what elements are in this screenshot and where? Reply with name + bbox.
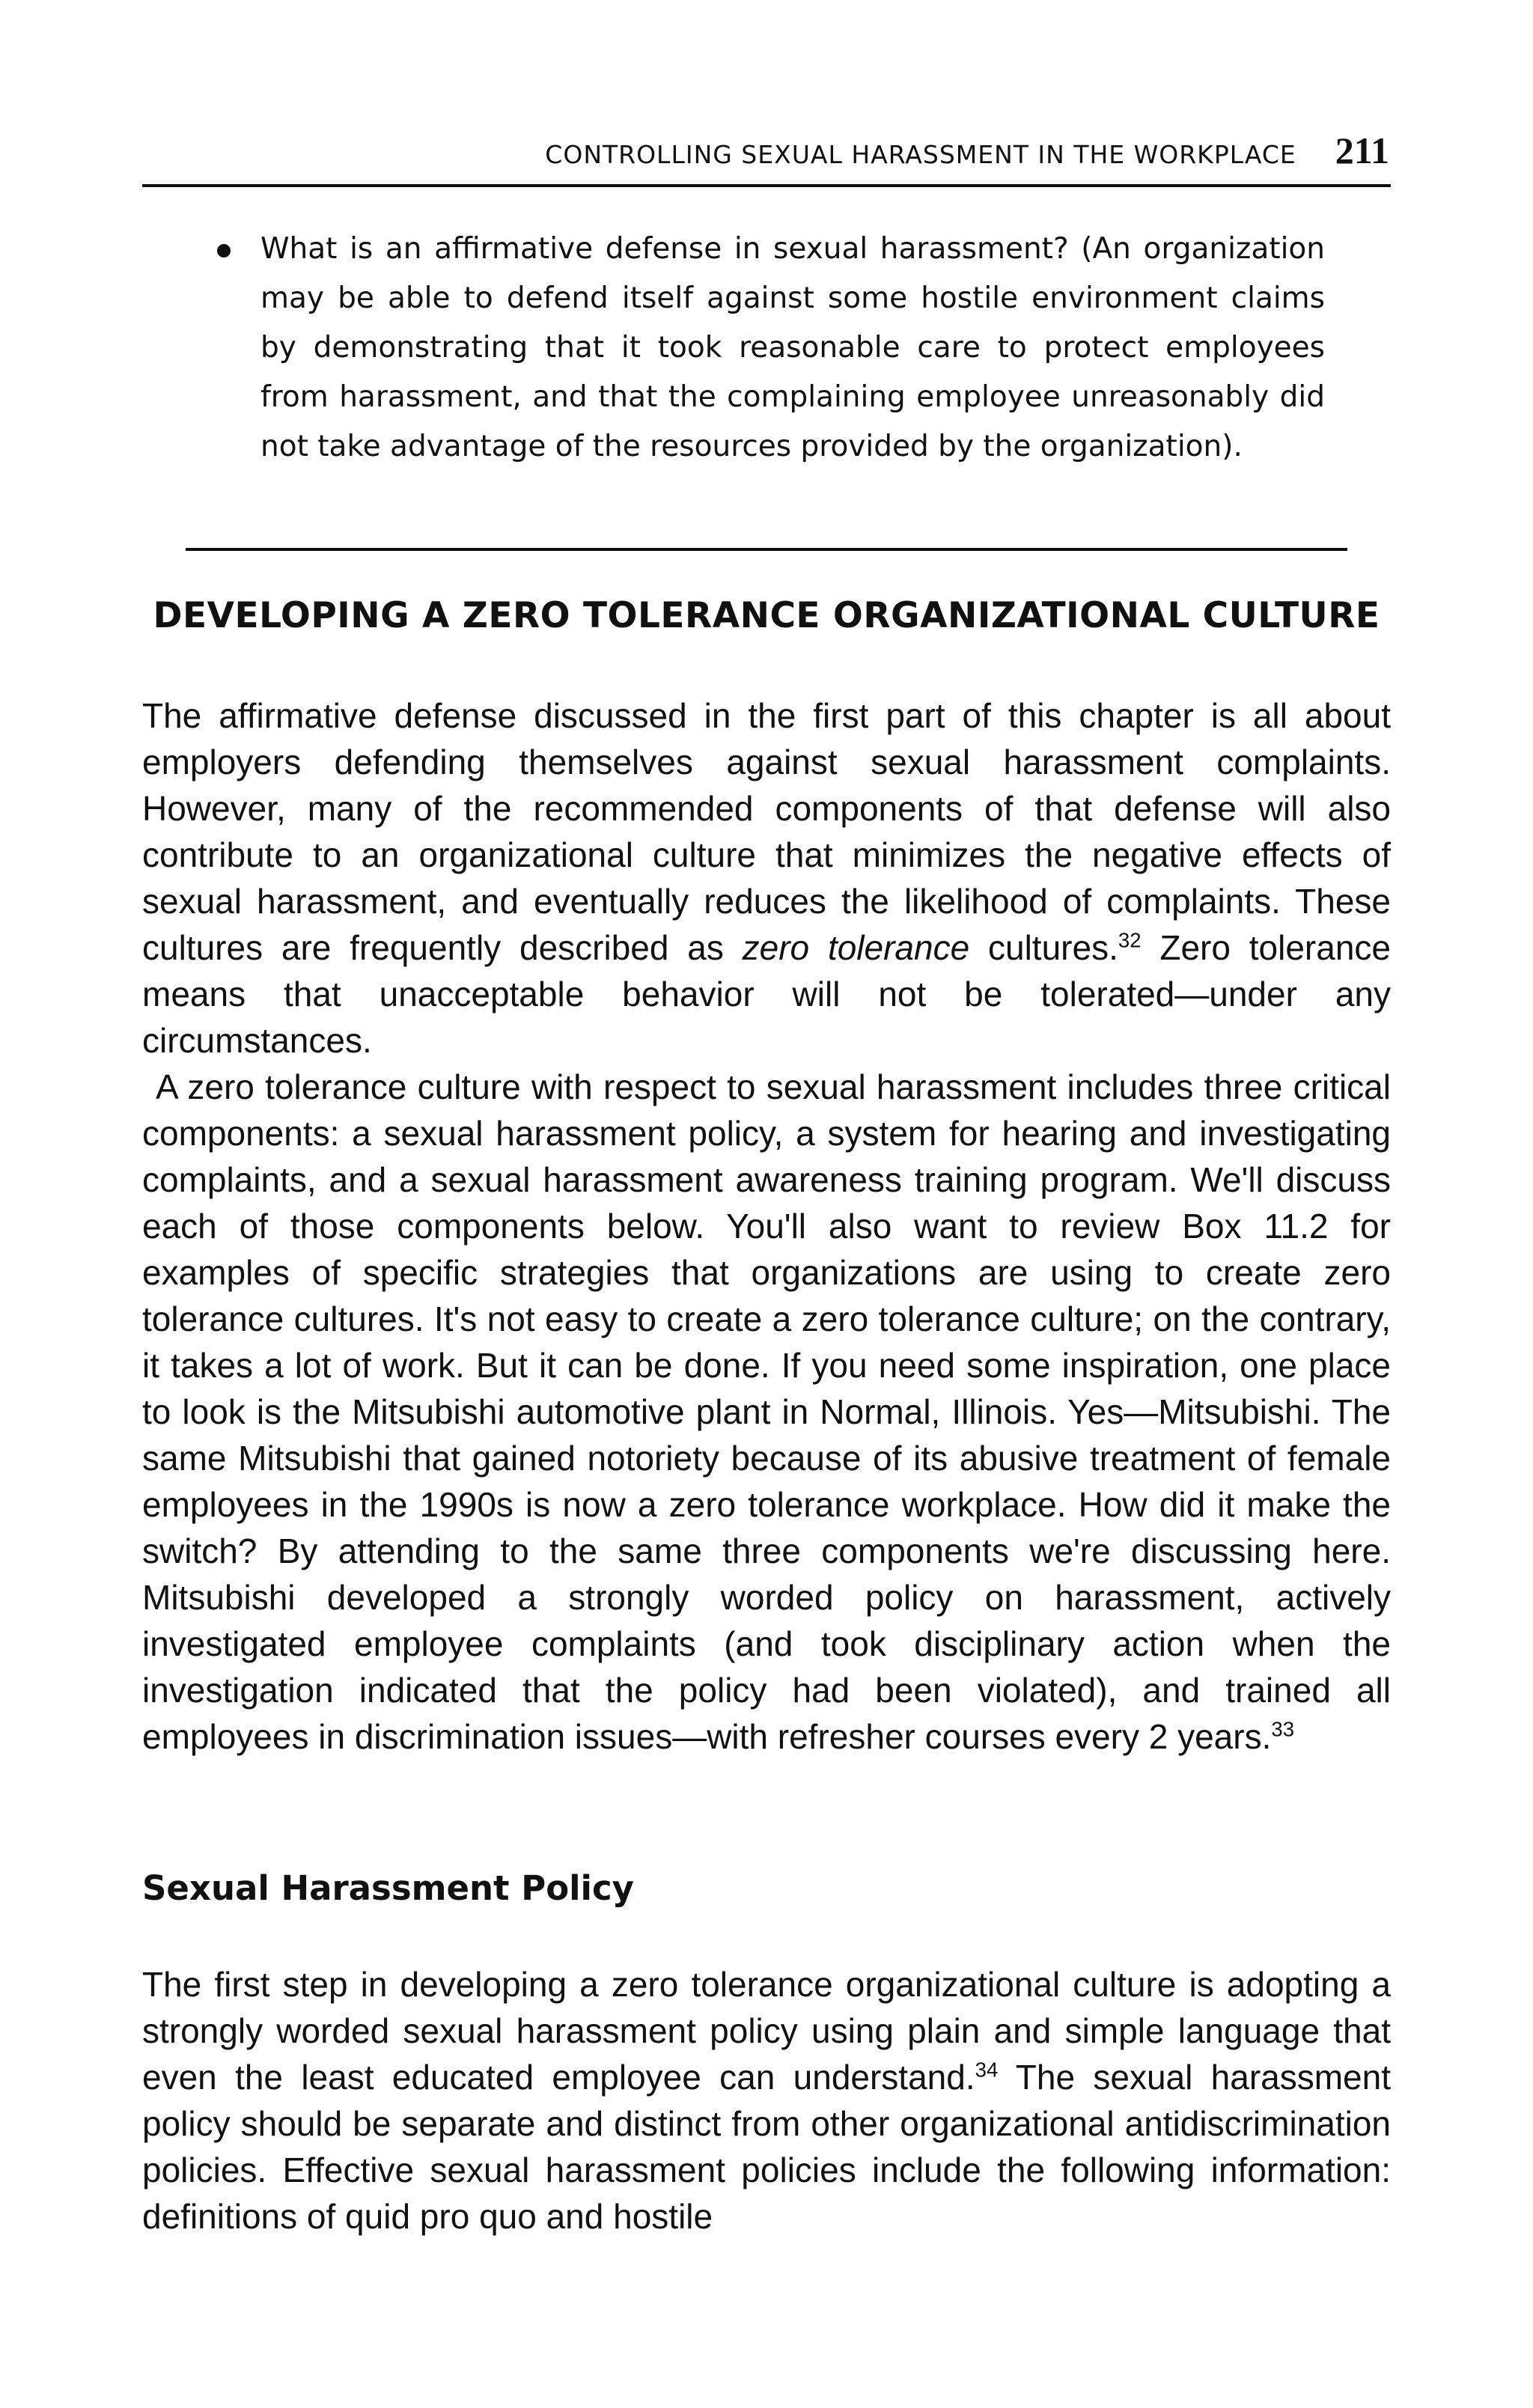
section-divider [186, 548, 1347, 551]
page-number: 211 [1335, 129, 1389, 171]
running-head-title: CONTROLLING SEXUAL HARASSMENT IN THE WORKPLACE [545, 140, 1296, 169]
paragraph-text: Zero tolerance means that unacceptable behavior will not be tolerated—under any circumstances. [142, 928, 1391, 1060]
footnote-ref: 34 [975, 2058, 999, 2082]
paragraph [142, 1064, 1391, 1760]
paragraph [142, 1961, 1391, 2240]
paragraph-text: A zero tolerance culture with respect to sexual harassment includes three critical components: a sexual harassment policy, a system for hearing and investigating complaints, and a sexual harassment awareness training program. We'll discuss each of those components below. You'll also want to review Box 11.2 for examples of specific strategies that organizations are using to create zero tolerance cultures. It's not easy to create a zero tolerance culture; on the contrary, it takes a lot of work. But it can be done. If you need some inspiration, one place to look is the Mitsubishi automotive plant in Normal, Illinois. Yes—Mitsubishi. The same Mitsubishi that gained notoriety because of its abusive treatment of female employees in the 1990s is now a zero tolerance workplace. How did it make the switch? By attending to the same three components we're discussing here. Mitsubishi developed a strongly worded policy on harassment, actively investigated employee complaints (and took disciplinary action when the investigation indicated that the policy had been violated), and trained all employees in discrimination issues—with refresher courses every 2 years. [142, 1067, 1391, 1756]
subsection-body [142, 1961, 1391, 2240]
bullet-text: What is an affirmative defense in sexual harassment? (An organization may be able to defend itself against some hostile environment claims by demonstrating that it took reasonable care to protect employees from harassment, and that the complaining employee unreasonably did not take advantage of the resources provided by the organization). [260, 232, 1325, 463]
section-body [142, 692, 1391, 1760]
running-head [144, 129, 1389, 181]
paragraph-text: cultures. [969, 928, 1118, 967]
section-heading: DEVELOPING A ZERO TOLERANCE ORGANIZATIONAL CULTURE [153, 595, 1380, 636]
paragraph-text: The first step in developing a zero tolerance organizational culture is adopting a strongly worded sexual harassment policy using plain and simple language that even the least educated employee can understand. [142, 1965, 1391, 2097]
emphasis-text: zero tolerance [742, 928, 970, 967]
subsection-heading: Sexual Harassment Policy [142, 1868, 634, 1908]
paragraph [142, 692, 1391, 1064]
footnote-ref: 32 [1118, 928, 1142, 952]
bullet-item [217, 225, 1325, 472]
header-rule [142, 184, 1391, 187]
paragraph-text: The affirmative defense discussed in the first part of this chapter is all about employers defending themselves against sexual harassment complaints. However, many of the recommended components of that defense will also contribute to an organizational culture that minimizes the negative effects of sexual harassment, and eventually reduces the likelihood of complaints. These cultures are frequently described as [142, 696, 1391, 967]
paragraph-text: The sexual harassment policy should be separate and distinct from other organizational antidiscrimination policies. Effective sexual harassment policies include the following information: definitions of quid pro quo and hostile [142, 2058, 1391, 2236]
footnote-ref: 33 [1271, 1717, 1295, 1741]
